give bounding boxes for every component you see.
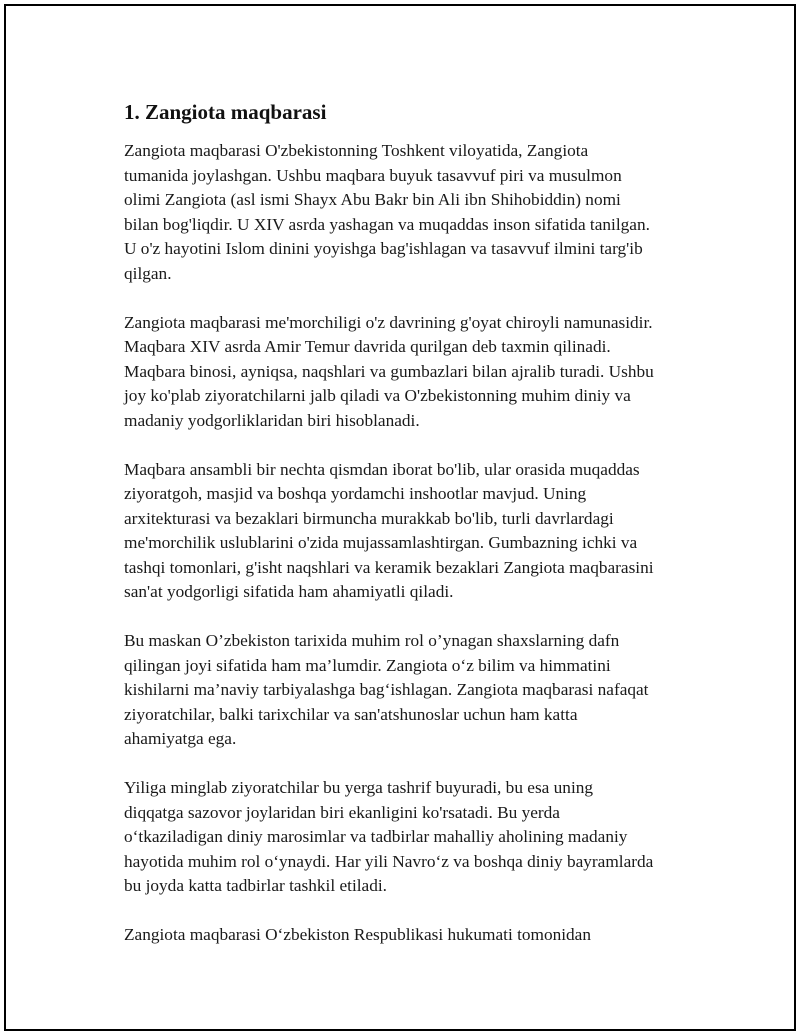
paragraph-line: Zangiota maqbarasi O‘zbekiston Respublikasi hukumati tomonidan [124, 925, 591, 944]
paragraph-line: qilgan. [124, 263, 172, 283]
paragraph-line: qilingan joyi sifatida ham ma’lumdir. Zangiota o‘z bilim va himmatini [124, 655, 611, 675]
body-paragraph [124, 458, 699, 605]
paragraph-line: bu joyda katta tadbirlar tashkil etiladi. [124, 876, 387, 895]
document-body [124, 99, 699, 972]
page-frame [4, 4, 796, 1031]
paragraph-line: joy ko'plab ziyoratchilarni jalb qiladi va O'zbekistonning muhim diniy va [124, 386, 631, 405]
paragraph-line: bilan bog'liqdir. U XIV asrda yashagan va muqaddas inson sifatida tanilgan. [124, 214, 650, 234]
paragraph-line: Maqbara XIV asrda Amir Temur davrida qurilgan deb taxmin qilinadi. [124, 337, 611, 356]
body-paragraph [124, 629, 699, 752]
paragraph-line: Maqbara binosi, ayniqsa, naqshlari va gumbazlari bilan ajralib turadi. Ushbu [124, 361, 654, 381]
paragraph-line: U o'z hayotini Islom dinini yoyishga bag'ishlagan va tasavvuf ilmini targ'ib [124, 239, 643, 258]
paragraph-line: arxitekturasi va bezaklari birmuncha murakkab bo'lib, turli davrlardagi [124, 508, 614, 528]
paragraph-line: diqqatga sazovor joylaridan biri ekanligini ko'rsatadi. Bu yerda [124, 802, 560, 822]
paragraph-line: madaniy yodgorliklaridan biri hisoblanadi. [124, 410, 420, 430]
paragraph-line: tashqi tomonlari, g'isht naqshlari va keramik bezaklari Zangiota maqbarasini [124, 557, 654, 577]
paragraph-list [124, 139, 699, 948]
body-paragraph [124, 923, 699, 948]
paragraph-line: san'at yodgorligi sifatida ham ahamiyatli qiladi. [124, 582, 454, 601]
body-paragraph [124, 139, 699, 286]
paragraph-line: o‘tkaziladigan diniy marosimlar va tadbirlar mahalliy aholining madaniy [124, 827, 628, 846]
paragraph-line: tumanida joylashgan. Ushbu maqbara buyuk tasavvuf piri va musulmon [124, 165, 622, 185]
paragraph-line: Zangiota maqbarasi O'zbekistonning Toshkent viloyatida, Zangiota [124, 141, 589, 160]
paragraph-line: Zangiota maqbarasi me'morchiligi o'z davrining g'oyat chiroyli namunasidir. [124, 312, 653, 332]
paragraph-line: Maqbara ansambli bir nechta qismdan iborat bo'lib, ular orasida muqaddas [124, 459, 640, 479]
paragraph-line: me'morchilik uslublarini o'zida mujassamlashtirgan. Gumbazning ichki va [124, 533, 638, 552]
section-heading: 1. Zangiota maqbarasi [124, 100, 327, 124]
paragraph-line: Yiliga minglab ziyoratchilar bu yerga tashrif buyuradi, bu esa uning [124, 778, 594, 797]
paragraph-line: olimi Zangiota (asl ismi Shayx Abu Bakr bin Ali ibn Shihobiddin) nomi [124, 190, 621, 209]
body-paragraph [124, 776, 699, 899]
paragraph-line: ziyoratchilar, balki tarixchilar va san'atshunoslar uchun ham katta [124, 704, 578, 724]
paragraph-line: ahamiyatga ega. [124, 729, 237, 748]
paragraph-line: Bu maskan O’zbekiston tarixida muhim rol o’ynagan shaxslarning dafn [124, 631, 620, 650]
paragraph-line: hayotida muhim rol o‘ynaydi. Har yili Navro‘z va boshqa diniy bayramlarda [124, 851, 654, 871]
paragraph-line: ziyoratgoh, masjid va boshqa yordamchi inshootlar mavjud. Uning [124, 484, 587, 503]
paragraph-line: kishilarni ma’naviy tarbiyalashga bag‘ishlagan. Zangiota maqbarasi nafaqat [124, 680, 649, 699]
body-paragraph [124, 311, 699, 434]
